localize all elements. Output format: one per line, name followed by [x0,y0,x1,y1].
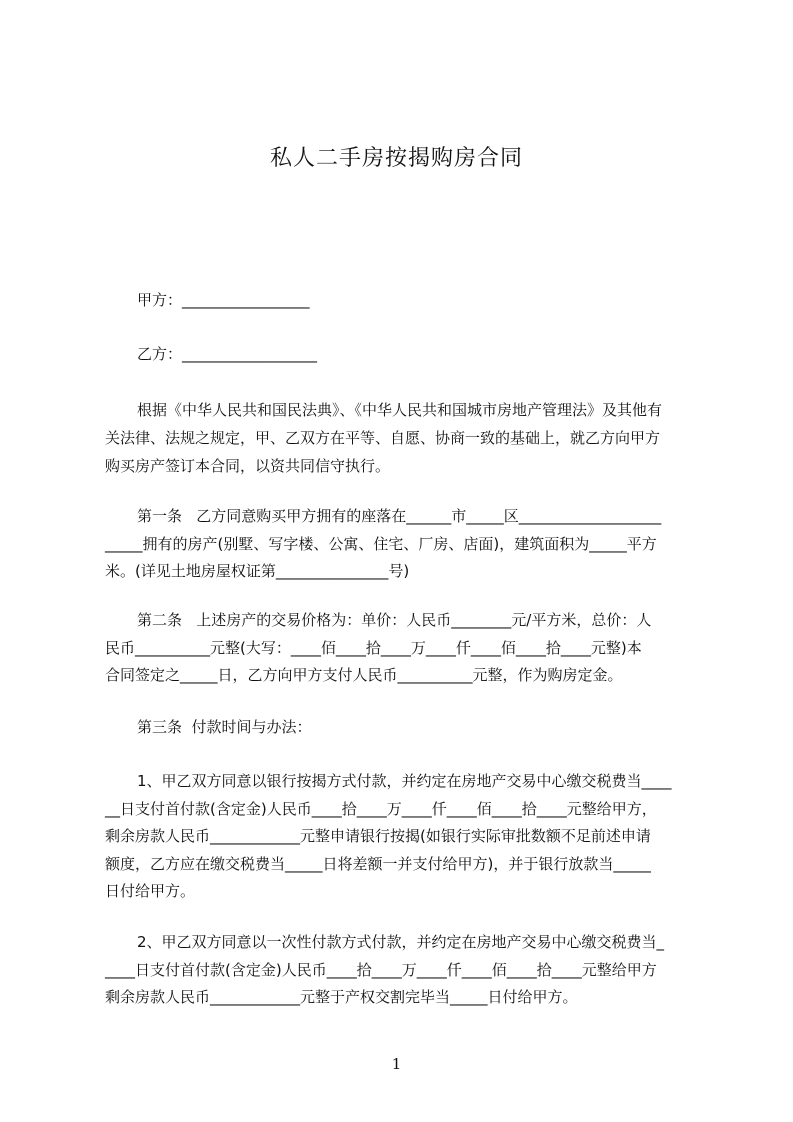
clause-2-line: ____日支付首付款(含定金)人民币____拾____万____仟____佰____拾____元整给甲方 [105,961,657,979]
party-a-line: 甲方：_________________ [137,291,310,309]
article-2-line: 民币__________元整(大写：____佰____拾____万____仟____佰____拾____元整)本 [105,639,642,657]
party-b-line: 乙方：__________________ [137,345,318,363]
clause-2-line: 2、甲乙双方同意以一次性付款方式付款，并约定在房地产交易中心缴交税费当_ [137,933,665,951]
article-1-line: 第一条 乙方同意购买甲方拥有的座落在______市_____区___________________ [137,507,662,525]
page-number: 1 [391,1055,402,1073]
preamble-line: 购买房产签订本合同，以资共同信守执行。 [105,457,391,475]
article-1-line: _____拥有的房产(别墅、写字楼、公寓、住宅、厂房、店面)，建筑面积为_____平方 [105,535,657,553]
clause-1-line: 剩余房款人民币____________元整申请银行按揭(如银行实际审批数额不足前述申请 [105,827,651,845]
preamble-line: 根据《中华人民共和国民法典》、《中华人民共和国城市房地产管理法》及其他有 [137,401,663,419]
article-3-title: 第三条 付款时间与办法： [137,718,312,736]
article-1-line: 米。(详见土地房屋权证第_______________号) [105,562,410,580]
document-title: 私人二手房按揭购房合同 [269,146,523,171]
clause-2-line: 剩余房款人民币____________元整于产权交割完毕当_____日付给甲方。 [105,988,578,1006]
article-2-line: 第二条 上述房产的交易价格为：单价：人民币________元/平方米，总价：人 [137,611,652,629]
preamble-line: 关法律、法规之规定，甲、乙双方在平等、自愿、协商一致的基础上，就乙方向甲方 [105,429,661,447]
clause-1-line: 额度，乙方应在缴交税费当_____日将差额一并支付给甲方)，并于银行放款当_____ [105,855,651,873]
clause-1-line: 1、甲乙双方同意以银行按揭方式付款，并约定在房地产交易中心缴交税费当____ [137,772,672,790]
clause-1-line: __日支付首付款(含定金)人民币____拾____万____仟____佰____拾____元整给甲方， [105,800,657,818]
article-2-line: 合同签定之_____日，乙方向甲方支付人民币__________元整，作为购房定金。 [105,666,623,684]
clause-1-line: 日付给甲方。 [105,882,196,900]
